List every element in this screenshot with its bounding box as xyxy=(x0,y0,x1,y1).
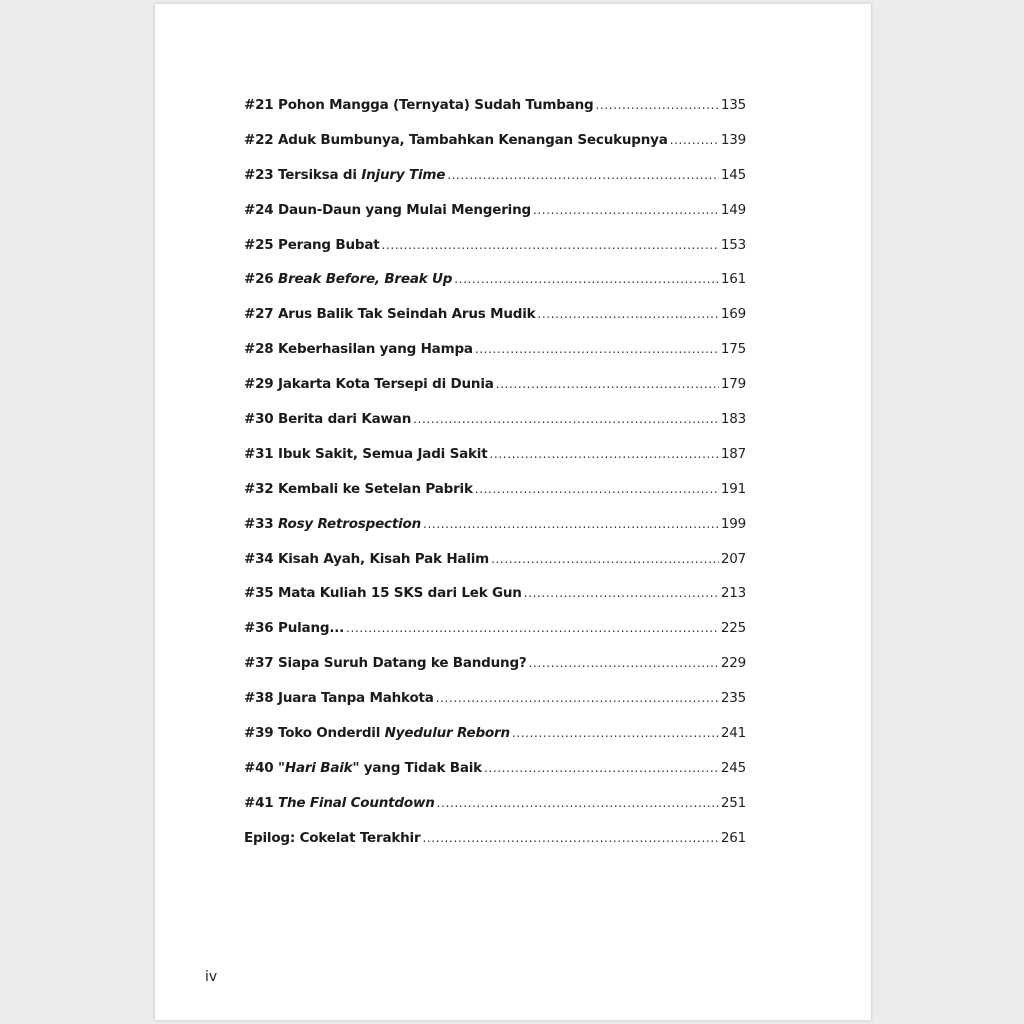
toc-title-part: #32 Kembali ke Setelan Pabrik xyxy=(244,480,473,497)
toc-entry xyxy=(244,475,746,510)
dot-leader xyxy=(524,579,719,607)
dot-leader xyxy=(512,719,719,747)
toc-entry-page: 179 xyxy=(720,376,746,393)
toc-entry-page: 169 xyxy=(720,306,746,323)
toc-entry xyxy=(244,370,746,405)
dot-leader xyxy=(537,300,718,328)
toc-title-italic-part: The Final Countdown xyxy=(278,794,435,811)
toc-entry-page: 145 xyxy=(720,166,746,183)
toc-entry-page: 245 xyxy=(720,759,746,776)
toc-entry xyxy=(244,440,746,475)
toc-entry-page: 191 xyxy=(720,480,746,497)
toc-title-part: #37 Siapa Suruh Datang ke Bandung? xyxy=(244,655,527,672)
toc-title-part: #24 Daun-Daun yang Mulai Mengering xyxy=(244,201,531,218)
table-of-contents xyxy=(244,91,746,859)
dot-leader xyxy=(529,649,719,677)
dot-leader xyxy=(496,370,719,398)
toc-title-part: #39 Toko Onderdil xyxy=(244,725,385,742)
toc-title-italic-part: Hari Baik xyxy=(284,759,353,776)
toc-entry-title xyxy=(244,335,473,363)
toc-title-part: #23 Tersiksa di xyxy=(244,166,362,183)
toc-title-part: #38 Juara Tanpa Mahkota xyxy=(244,690,434,707)
toc-entry-page: 153 xyxy=(720,236,746,253)
toc-entry xyxy=(244,789,746,824)
toc-title-italic-part: Injury Time xyxy=(361,166,446,183)
toc-entry-title xyxy=(244,684,434,712)
dot-leader xyxy=(437,789,719,817)
toc-entry-page: 149 xyxy=(720,201,746,218)
toc-title-part: #31 Ibuk Sakit, Semua Jadi Sakit xyxy=(244,445,488,462)
toc-entry-page: 187 xyxy=(720,445,746,462)
toc-entry-title xyxy=(244,265,452,293)
toc-entry-page: 261 xyxy=(720,829,746,846)
toc-title-part: #40 " xyxy=(244,759,285,776)
toc-entry-title xyxy=(244,91,593,119)
toc-entry xyxy=(244,545,746,580)
dot-leader xyxy=(475,475,719,503)
dot-leader xyxy=(489,440,718,468)
dot-leader xyxy=(475,335,719,363)
toc-entry-title xyxy=(244,161,445,189)
dot-leader xyxy=(436,684,719,712)
toc-entry xyxy=(244,614,746,649)
toc-entry-title xyxy=(244,649,527,677)
toc-title-part: #21 Pohon Mangga (Ternyata) Sudah Tumbang xyxy=(244,97,594,113)
toc-entry xyxy=(244,265,746,300)
dot-leader xyxy=(382,231,719,259)
toc-entry-title xyxy=(244,300,535,328)
toc-entry-page: 161 xyxy=(720,271,746,288)
toc-entry-page: 251 xyxy=(720,794,746,811)
toc-entry xyxy=(244,196,746,231)
toc-entry-title xyxy=(244,789,435,817)
toc-entry-title xyxy=(244,370,494,398)
toc-title-italic-part: Break Before, Break Up xyxy=(278,271,453,288)
toc-entry-page: 199 xyxy=(720,515,746,532)
toc-entry-page: 235 xyxy=(720,690,746,707)
toc-entry-page: 175 xyxy=(720,341,746,358)
book-page xyxy=(155,4,871,1020)
toc-entry-page: 213 xyxy=(720,585,746,602)
toc-entry xyxy=(244,335,746,370)
toc-entry-title xyxy=(244,719,510,747)
toc-title-italic-part: Rosy Retrospection xyxy=(278,515,422,532)
toc-entry-page: 207 xyxy=(720,550,746,567)
dot-leader xyxy=(346,614,719,642)
toc-title-part: #35 Mata Kuliah 15 SKS dari Lek Gun xyxy=(244,585,522,602)
dot-leader xyxy=(484,754,719,782)
toc-title-part: #33 xyxy=(244,515,278,532)
toc-entry-title xyxy=(244,126,668,154)
toc-entry-title xyxy=(244,231,380,259)
toc-title-part: #28 Keberhasilan yang Hampa xyxy=(244,341,473,358)
toc-entry-title xyxy=(244,545,489,573)
toc-title-part: #34 Kisah Ayah, Kisah Pak Halim xyxy=(244,550,490,567)
toc-title-part: #36 Pulang... xyxy=(244,620,345,637)
toc-entry-page: 241 xyxy=(720,725,746,742)
toc-entry xyxy=(244,754,746,789)
toc-title-part: #22 Aduk Bumbunya, Tambahkan Kenangan Secukupnya xyxy=(244,131,668,148)
dot-leader xyxy=(422,824,718,852)
toc-entry xyxy=(244,579,746,614)
toc-entry xyxy=(244,231,746,266)
toc-entry-title xyxy=(244,614,344,642)
page-number: iv xyxy=(205,969,218,985)
dot-leader xyxy=(447,161,719,189)
dot-leader xyxy=(454,265,719,293)
toc-entry xyxy=(244,510,746,545)
toc-entry xyxy=(244,649,746,684)
toc-entry-title xyxy=(244,510,421,538)
toc-entry xyxy=(244,405,746,440)
toc-title-part: #30 Berita dari Kawan xyxy=(244,411,412,428)
toc-entry-title xyxy=(244,475,473,503)
toc-entry xyxy=(244,684,746,719)
toc-entry xyxy=(244,719,746,754)
toc-entry-page: 183 xyxy=(720,411,746,428)
toc-title-part: " yang Tidak Baik xyxy=(352,759,482,776)
toc-title-part: #25 Perang Bubat xyxy=(244,236,380,253)
toc-title-part: #29 Jakarta Kota Tersepi di Dunia xyxy=(244,376,494,393)
dot-leader xyxy=(670,126,719,154)
dot-leader xyxy=(413,405,719,433)
toc-entry-page: 229 xyxy=(720,655,746,672)
toc-title-part: #27 Arus Balik Tak Seindah Arus Mudik xyxy=(244,306,536,323)
toc-entry-title xyxy=(244,440,487,468)
dot-leader xyxy=(423,510,719,538)
toc-entry xyxy=(244,300,746,335)
dot-leader xyxy=(491,545,719,573)
toc-entry-page: 139 xyxy=(720,131,746,148)
dot-leader xyxy=(595,91,718,119)
toc-entry-title xyxy=(244,196,531,224)
toc-entry xyxy=(244,161,746,196)
toc-title-italic-part: Nyedulur Reborn xyxy=(384,725,510,742)
toc-title-part: Epilog: Cokelat Terakhir xyxy=(244,829,421,846)
toc-entry-title xyxy=(244,579,522,607)
toc-entry-title xyxy=(244,824,420,852)
toc-entry xyxy=(244,91,746,126)
toc-entry xyxy=(244,824,746,859)
toc-title-part: #26 xyxy=(244,271,278,288)
toc-entry-page: 135 xyxy=(720,97,746,113)
toc-entry-title xyxy=(244,405,411,433)
dot-leader xyxy=(533,196,719,224)
toc-entry xyxy=(244,126,746,161)
toc-title-part: #41 xyxy=(244,794,278,811)
toc-entry-title xyxy=(244,754,482,782)
toc-entry-page: 225 xyxy=(720,620,746,637)
